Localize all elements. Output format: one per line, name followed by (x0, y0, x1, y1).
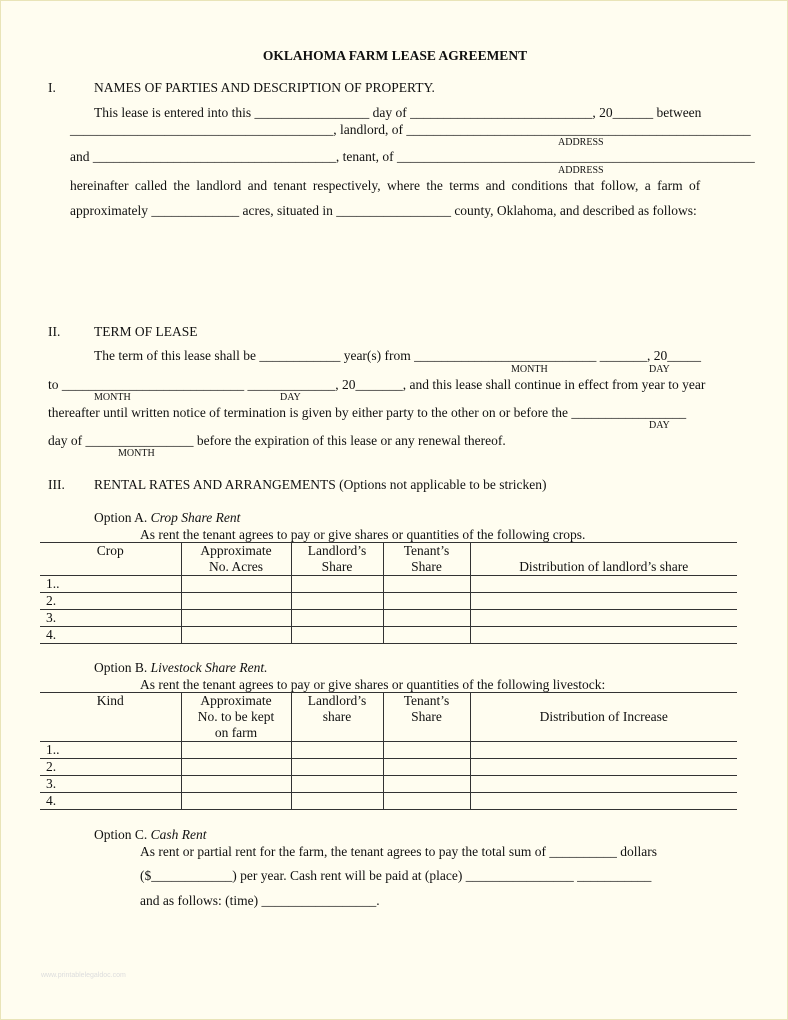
address-caption-1: ADDRESS (558, 137, 604, 148)
table-cell[interactable] (470, 627, 737, 644)
section-1-line-5: approximately _____________ acres, situated in _________________ county, Oklahoma, and described as follows: (70, 203, 697, 218)
day-caption-1: DAY (649, 364, 670, 375)
table-row (40, 759, 737, 776)
option-b-prefix: Option B. (94, 660, 151, 675)
table-cell[interactable] (291, 576, 383, 593)
table-cell[interactable] (383, 759, 470, 776)
table-cell[interactable] (291, 776, 383, 793)
row-number: 4. (40, 793, 181, 810)
table-cell[interactable] (181, 627, 291, 644)
row-number: 1.. (40, 742, 181, 759)
crop-share-table (40, 542, 737, 644)
section-2-line-2: to ___________________________ _____________, 20_______, and this lease shall continue in effect from year to year (48, 377, 706, 392)
table-cell[interactable] (181, 576, 291, 593)
month-caption-1: MONTH (511, 364, 548, 375)
table-cell[interactable] (291, 593, 383, 610)
column-header-tenant-share: Tenant’s Share (383, 543, 470, 576)
watermark-text: www.printablelegaldoc.com (41, 972, 126, 979)
table-row (40, 793, 737, 810)
table-header-row (40, 693, 737, 742)
section-3-number: III. (48, 477, 65, 492)
option-c-title: Cash Rent (150, 827, 207, 842)
table-cell[interactable] (181, 776, 291, 793)
table-cell[interactable] (291, 742, 383, 759)
table-cell[interactable] (383, 742, 470, 759)
table-cell[interactable] (181, 793, 291, 810)
section-1-line-2: _______________________________________, landlord, of ___________________________________________________ (70, 122, 751, 137)
option-c-label (94, 827, 207, 843)
table-cell[interactable] (291, 759, 383, 776)
column-header-distribution-increase: Distribution of Increase (470, 693, 737, 742)
option-c-line-1: As rent or partial rent for the farm, the tenant agrees to pay the total sum of __________ dollars (140, 844, 657, 859)
table-cell[interactable] (470, 610, 737, 627)
section-2-line-4: day of ________________ before the expiration of this lease or any renewal thereof. (48, 433, 506, 448)
option-a-label (94, 510, 240, 526)
section-1-line-1: This lease is entered into this _________________ day of ___________________________, 20______ between (94, 105, 702, 120)
table-cell[interactable] (470, 793, 737, 810)
month-caption-2: MONTH (94, 392, 131, 403)
column-header-tenant-share: Tenant’s Share (383, 693, 470, 742)
option-c-line-3: and as follows: (time) _________________. (140, 893, 380, 908)
table-cell[interactable] (383, 627, 470, 644)
day-caption-2: DAY (280, 392, 301, 403)
table-row (40, 627, 737, 644)
address-caption-2: ADDRESS (558, 165, 604, 176)
table-row (40, 610, 737, 627)
table-cell[interactable] (383, 610, 470, 627)
table-cell[interactable] (470, 776, 737, 793)
table-cell[interactable] (291, 610, 383, 627)
row-number: 3. (40, 610, 181, 627)
column-header-distribution: Distribution of landlord’s share (470, 543, 737, 576)
table-cell[interactable] (181, 610, 291, 627)
section-2-heading: TERM OF LEASE (94, 324, 198, 339)
section-1-line-4: hereinafter called the landlord and tenant respectively, where the terms and conditions that follow, a farm of (70, 178, 701, 193)
table-row (40, 776, 737, 793)
row-number: 4. (40, 627, 181, 644)
column-header-landlord-share: Landlord’s share (291, 693, 383, 742)
section-1-number: I. (48, 80, 56, 95)
section-2-line-3: thereafter until written notice of termination is given by either party to the other on or before the _________________ (48, 405, 687, 420)
livestock-share-table (40, 692, 737, 810)
option-b-label (94, 660, 267, 676)
column-header-approx-acres: Approximate No. Acres (181, 543, 291, 576)
column-header-approx-number: Approximate No. to be kept on farm (181, 693, 291, 742)
table-header-row (40, 543, 737, 576)
row-number: 2. (40, 759, 181, 776)
option-a-prefix: Option A. (94, 510, 151, 525)
column-header-kind: Kind (40, 693, 181, 742)
row-number: 3. (40, 776, 181, 793)
option-c-line-2: ($____________) per year. Cash rent will be paid at (place) ________________ ___________ (140, 868, 652, 883)
section-2-line-1: The term of this lease shall be ____________ year(s) from ___________________________ _______, 20_____ (94, 348, 702, 363)
table-row (40, 593, 737, 610)
column-header-crop: Crop (40, 543, 181, 576)
table-cell[interactable] (383, 776, 470, 793)
table-cell[interactable] (470, 759, 737, 776)
document-title: OKLAHOMA FARM LEASE AGREEMENT (262, 48, 528, 63)
option-c-prefix: Option C. (94, 827, 151, 842)
section-3-heading: RENTAL RATES AND ARRANGEMENTS (Options not applicable to be stricken) (94, 477, 547, 492)
table-cell[interactable] (291, 627, 383, 644)
option-b-title: Livestock Share Rent. (150, 660, 268, 675)
table-cell[interactable] (383, 576, 470, 593)
table-cell[interactable] (181, 759, 291, 776)
option-a-intro: As rent the tenant agrees to pay or give shares or quantities of the following crops. (140, 527, 586, 542)
table-cell[interactable] (383, 593, 470, 610)
section-2-number: II. (48, 324, 61, 339)
option-a-title: Crop Share Rent (150, 510, 241, 525)
month-caption-3: MONTH (118, 448, 155, 459)
table-cell[interactable] (470, 593, 737, 610)
table-cell[interactable] (383, 793, 470, 810)
row-number: 2. (40, 593, 181, 610)
row-number: 1.. (40, 576, 181, 593)
table-row (40, 742, 737, 759)
table-cell[interactable] (181, 593, 291, 610)
table-row (40, 576, 737, 593)
table-cell[interactable] (291, 793, 383, 810)
section-1-heading: NAMES OF PARTIES AND DESCRIPTION OF PROPERTY. (94, 80, 435, 95)
option-b-intro: As rent the tenant agrees to pay or give shares or quantities of the following livestock: (140, 677, 606, 692)
section-1-line-3: and ____________________________________, tenant, of _____________________________________________________ (70, 149, 755, 164)
table-cell[interactable] (470, 742, 737, 759)
column-header-landlord-share: Landlord’s Share (291, 543, 383, 576)
table-cell[interactable] (470, 576, 737, 593)
table-cell[interactable] (181, 742, 291, 759)
day-caption-3: DAY (649, 420, 670, 431)
